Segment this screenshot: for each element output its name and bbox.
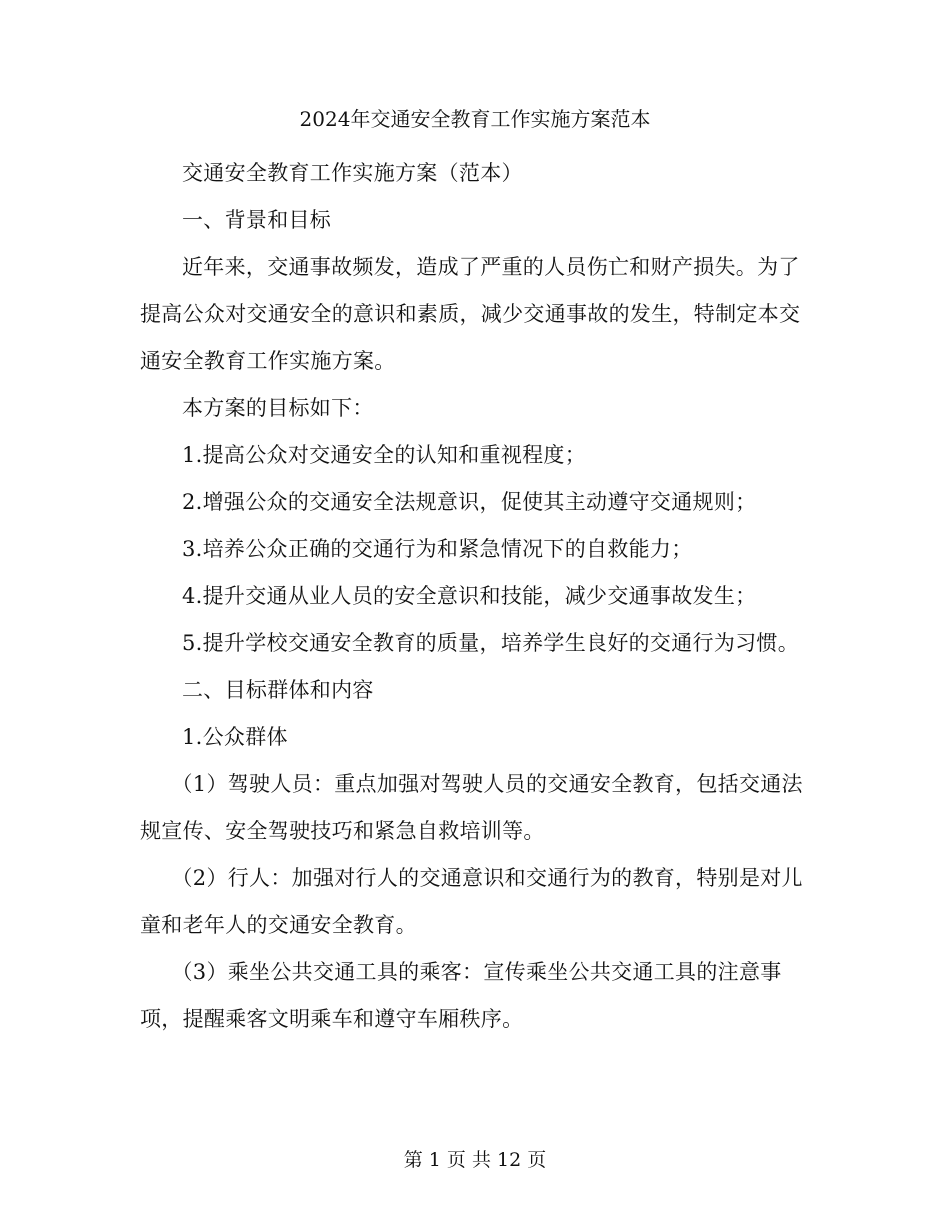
goal-item-4: 4.提升交通从业人员的安全意识和技能，减少交通事故发生；: [182, 584, 757, 608]
subsection-public-groups: 1.公众群体: [182, 725, 288, 749]
background-paragraph: 近年来，交通事故频发，造成了严重的人员伤亡和财产损失。为了提高公众对交通安全的意识和素质，减少交通事故的发生，特制定本交通安全教育工作实施方案。: [140, 255, 801, 373]
goal-item-3: 3.培养公众正确的交通行为和紧急情况下的自救能力；: [182, 537, 693, 561]
document-title: 2024年交通安全教育工作实施方案范本: [299, 107, 651, 131]
page-footer: 第 1 页 共 12 页: [403, 1149, 547, 1171]
plan-subtitle: 交通安全教育工作实施方案（范本）: [182, 161, 523, 185]
document-body: [140, 150, 810, 1043]
goal-item-1: 1.提高公众对交通安全的认知和重视程度；: [182, 443, 587, 467]
section-heading-background: 一、背景和目标: [182, 208, 332, 232]
group-drivers: （1）驾驶人员：重点加强对驾驶人员的交通安全教育，包括交通法规宣传、安全驾驶技巧和紧急自救培训等。: [140, 772, 803, 843]
goal-item-2: 2.增强公众的交通安全法规意识，促使其主动遵守交通规则；: [182, 490, 757, 514]
group-passengers: （3）乘坐公共交通工具的乘客：宣传乘坐公共交通工具的注意事项，提醒乘客文明乘车和遵守车厢秩序。: [140, 960, 782, 1031]
goals-intro: 本方案的目标如下：: [182, 396, 374, 420]
section-heading-target-groups: 二、目标群体和内容: [182, 678, 374, 702]
group-pedestrians: （2）行人：加强对行人的交通意识和交通行为的教育，特别是对儿童和老年人的交通安全教育。: [140, 866, 803, 937]
goal-item-5: 5.提升学校交通安全教育的质量，培养学生良好的交通行为习惯。: [182, 631, 800, 655]
